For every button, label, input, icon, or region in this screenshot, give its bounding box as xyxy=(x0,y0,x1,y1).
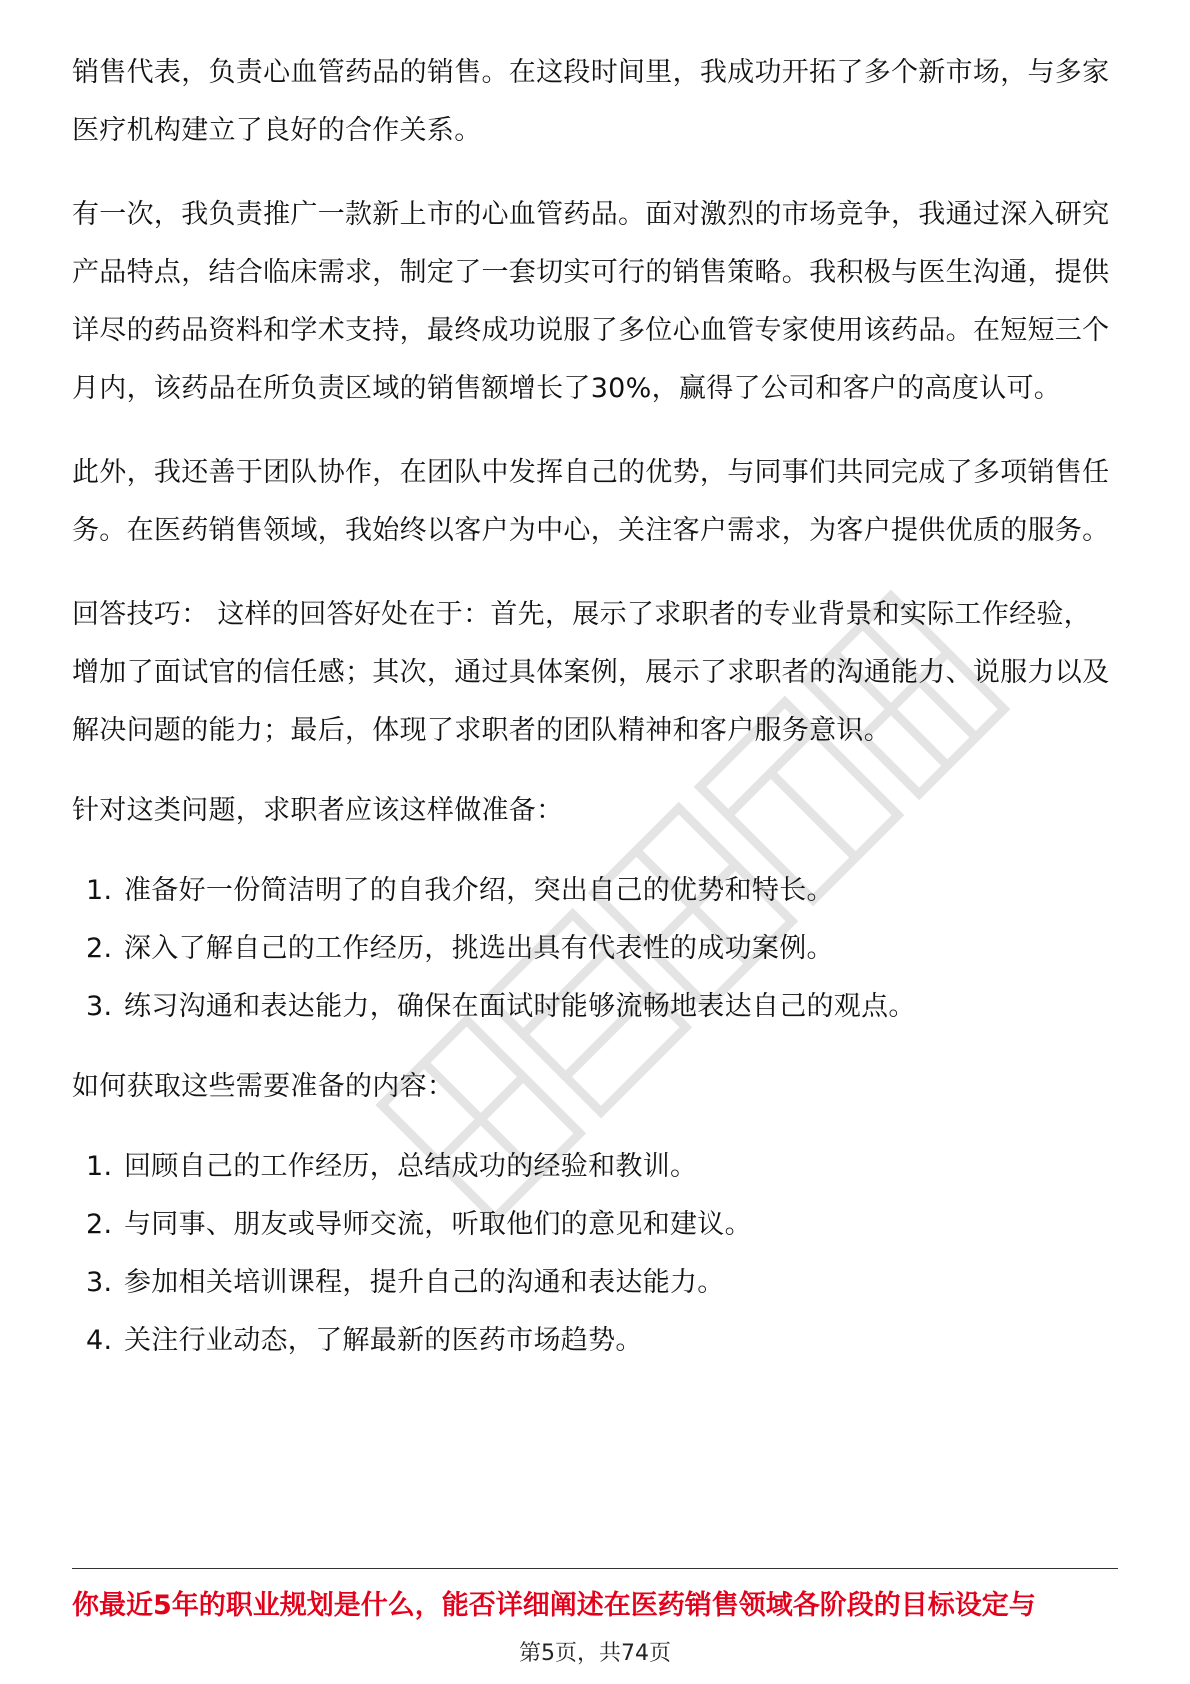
list-item xyxy=(72,862,1118,920)
prep-list xyxy=(72,862,1118,1036)
list-number: 1. xyxy=(86,1151,113,1182)
list-number: 2. xyxy=(86,1209,113,1240)
next-question-heading: 你最近5年的职业规划是什么，能否详细阐述在医药销售领域各阶段的目标设定与 xyxy=(72,1590,1036,1621)
list-item xyxy=(72,920,1118,978)
paragraph-answer-tips: 回答技巧： 这样的回答好处在于：首先，展示了求职者的专业背景和实际工作经验，增加了面试官的信任感；其次，通过具体案例，展示了求职者的沟通能力、说服力以及解决问题的能力；最后，体现了求职者的团队精神和客户服务意识。 xyxy=(72,599,1110,746)
source-list xyxy=(72,1138,1118,1370)
list-item xyxy=(72,1254,1118,1312)
list-item xyxy=(72,978,1118,1036)
page-number: 第5页，共74页 xyxy=(519,1641,671,1666)
document-body xyxy=(72,44,1118,1370)
list-number: 3. xyxy=(86,991,113,1022)
paragraph-teamwork: 此外，我还善于团队协作，在团队中发挥自己的优势，与同事们共同完成了多项销售任务。在医药销售领域，我始终以客户为中心，关注客户需求，为客户提供优质的服务。 xyxy=(72,457,1110,546)
list-text: 准备好一份简洁明了的自我介绍，突出自己的优势和特长。 xyxy=(124,875,834,906)
list-text: 关注行业动态，了解最新的医药市场趋势。 xyxy=(124,1325,643,1356)
list-text: 参加相关培训课程，提升自己的沟通和表达能力。 xyxy=(124,1267,725,1298)
footer-divider xyxy=(72,1568,1118,1569)
paragraph-case-story: 有一次，我负责推广一款新上市的心血管药品。面对激烈的市场竞争，我通过深入研究产品特点，结合临床需求，制定了一套切实可行的销售策略。我积极与医生沟通，提供详尽的药品资料和学术支持，最终成功说服了多位心血管专家使用该药品。在短短三个月内，该药品在所负责区域的销售额增长了30%，赢得了公司和客户的高度认可。 xyxy=(72,199,1110,404)
list-item xyxy=(72,1138,1118,1196)
list-item xyxy=(72,1312,1118,1370)
paragraph-prep-intro: 针对这类问题，求职者应该这样做准备： xyxy=(72,795,564,826)
paragraph-experience: 销售代表，负责心血管药品的销售。在这段时间里，我成功开拓了多个新市场，与多家医疗机构建立了良好的合作关系。 xyxy=(72,57,1110,146)
list-number: 2. xyxy=(86,933,113,964)
list-number: 3. xyxy=(86,1267,113,1298)
list-item xyxy=(72,1196,1118,1254)
list-text: 深入了解自己的工作经历，挑选出具有代表性的成功案例。 xyxy=(124,933,834,964)
list-text: 练习沟通和表达能力，确保在面试时能够流畅地表达自己的观点。 xyxy=(124,991,916,1022)
list-number: 4. xyxy=(86,1325,113,1356)
list-number: 1. xyxy=(86,875,113,906)
list-text: 回顾自己的工作经历，总结成功的经验和教训。 xyxy=(124,1151,698,1182)
list-text: 与同事、朋友或导师交流，听取他们的意见和建议。 xyxy=(124,1209,752,1240)
paragraph-source-intro: 如何获取这些需要准备的内容： xyxy=(72,1071,455,1102)
